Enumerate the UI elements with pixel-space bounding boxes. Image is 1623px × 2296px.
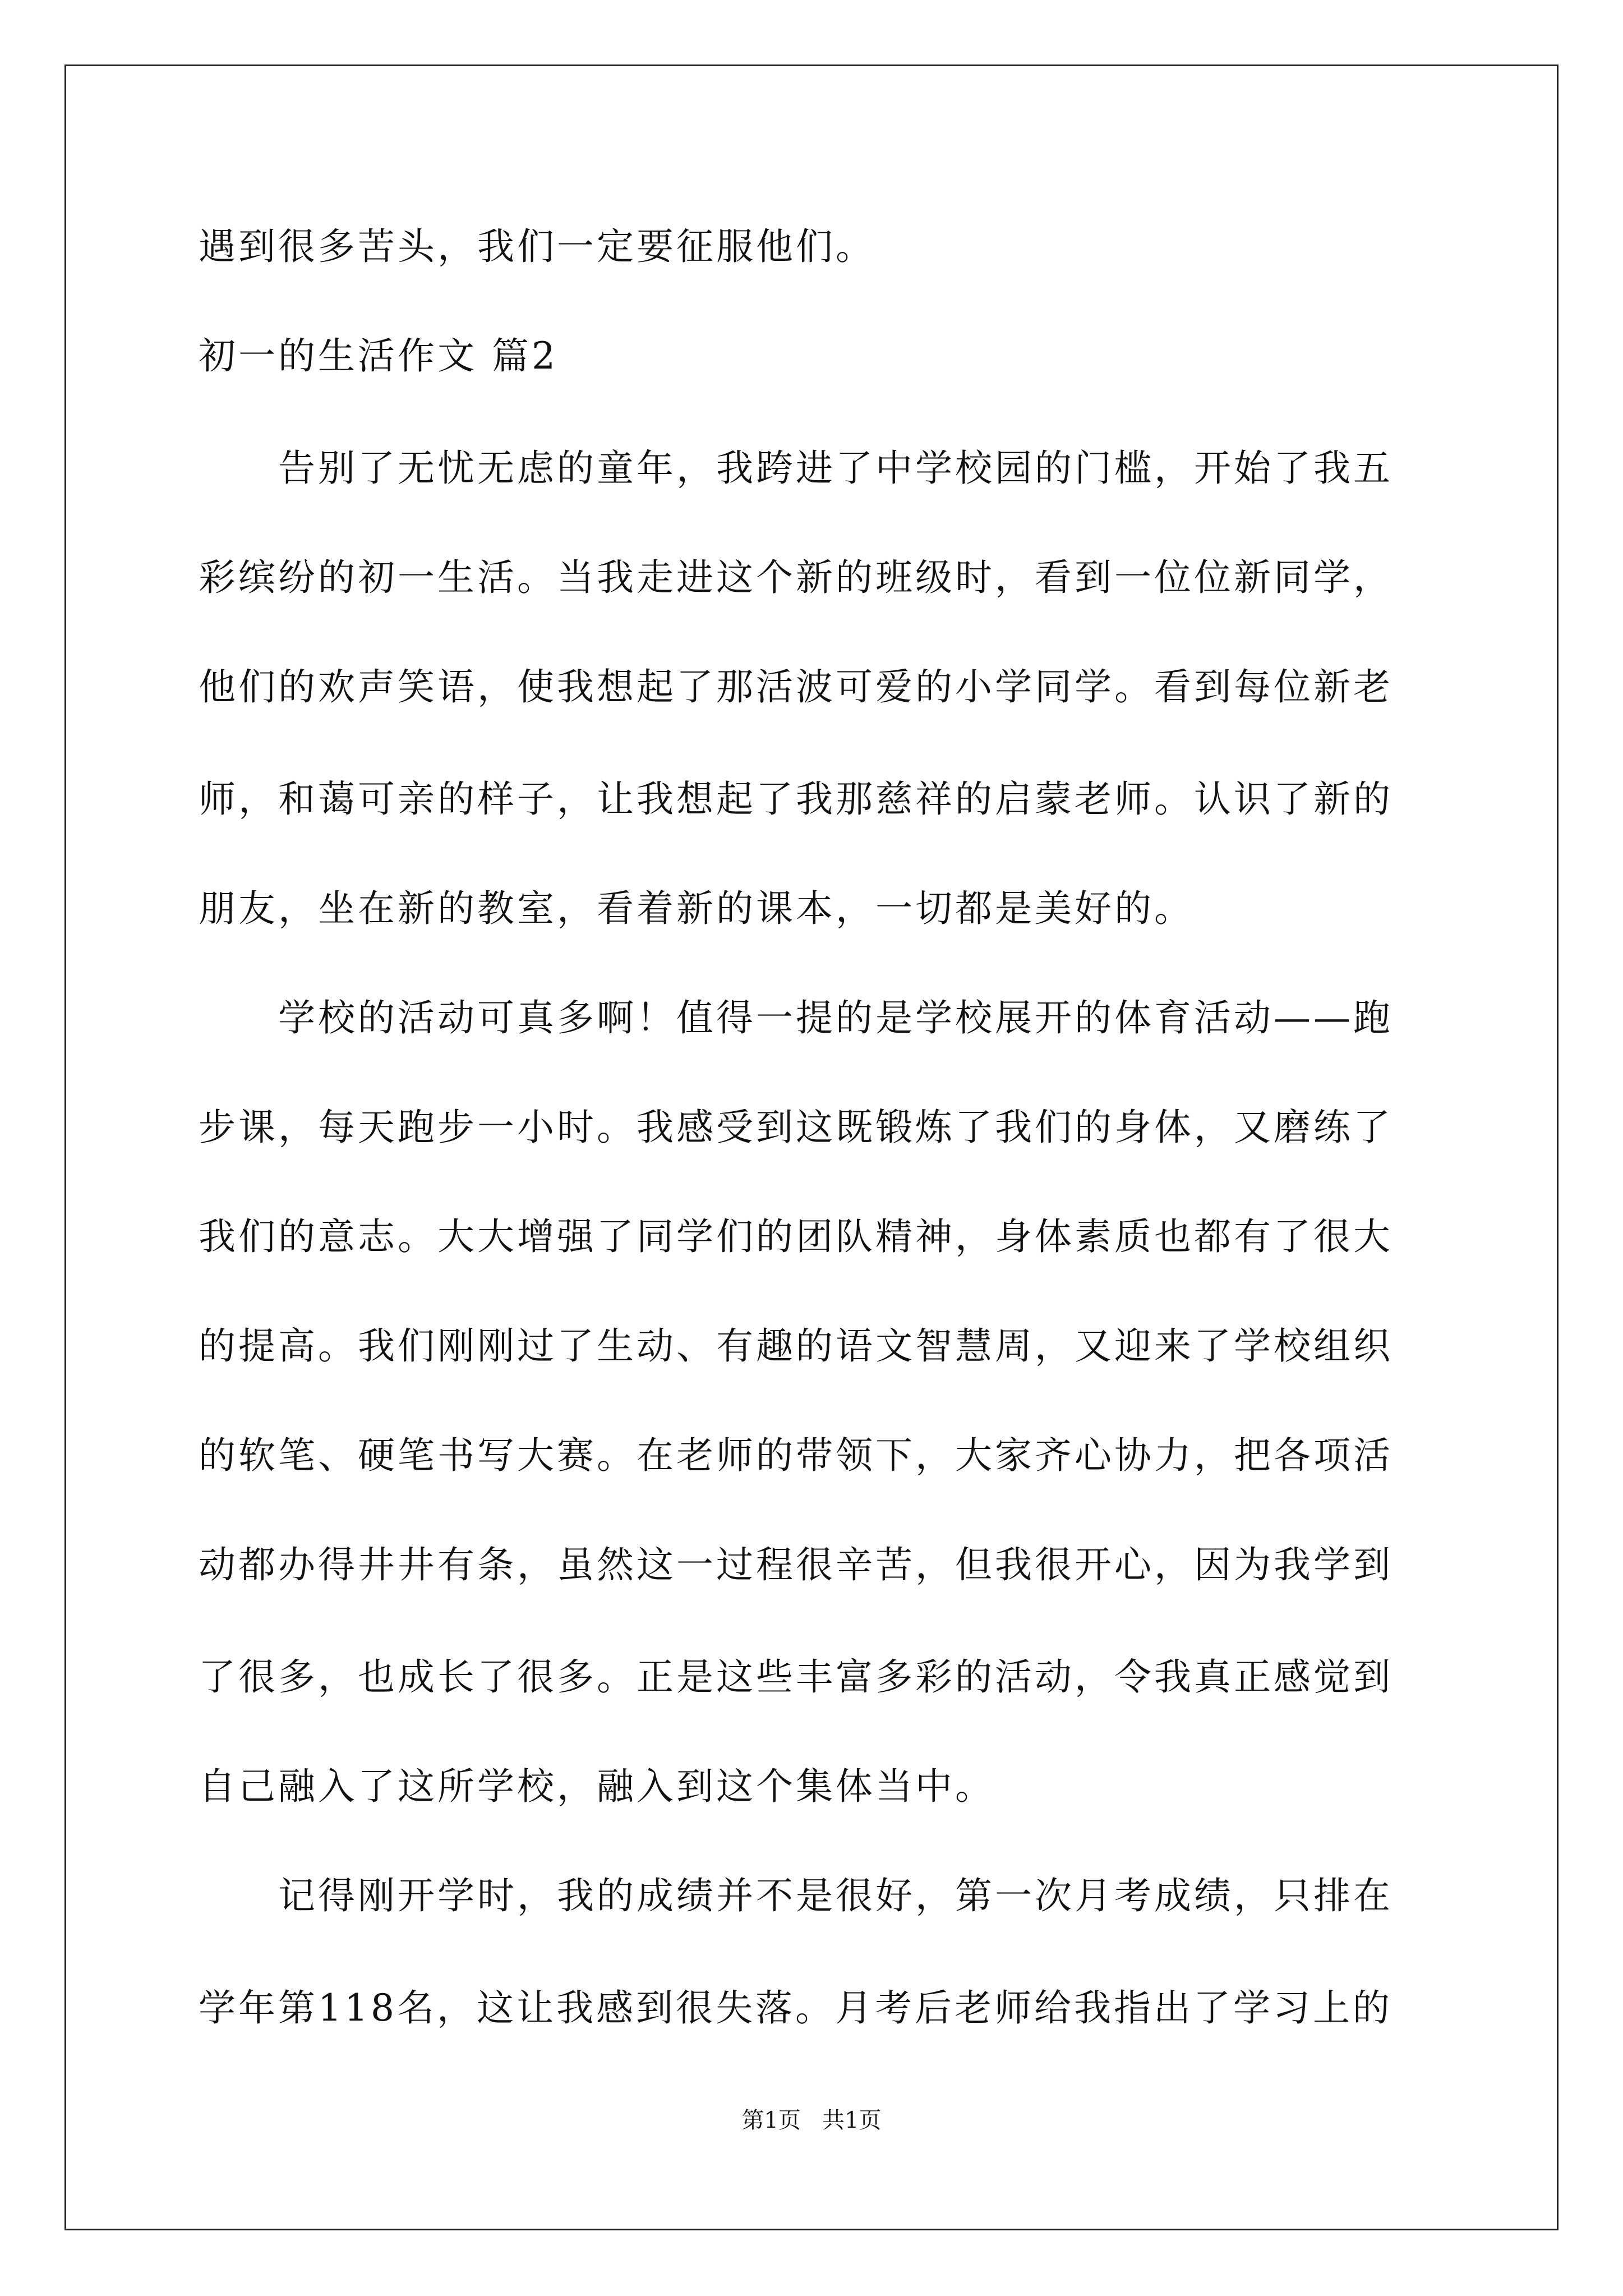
text-line: 学年第118名，这让我感到很失落。月考后老师给我指出了学习上的 [199, 1986, 1393, 2030]
text-line: 自己融入了这所学校，融入到这个集体当中。 [199, 1765, 995, 1808]
text-line: 的软笔、硬笔书写大赛。在老师的带领下，大家齐心协力，把各项活 [199, 1434, 1393, 1477]
text-line: 他们的欢声笑语，使我想起了那活波可爱的小学同学。看到每位新老 [199, 665, 1393, 708]
text-line: 学校的活动可真多啊！值得一提的是学校展开的体育活动——跑 [199, 996, 1393, 1039]
text-line: 记得刚开学时，我的成绩并不是很好，第一次月考成绩，只排在 [199, 1874, 1393, 1917]
page-number-footer: 第1页 共1页 [741, 2108, 882, 2133]
text-line: 了很多，也成长了很多。正是这些丰富多彩的活动，令我真正感觉到 [199, 1655, 1393, 1699]
text-line: 动都办得井井有条，虽然这一过程很辛苦，但我很开心，因为我学到 [199, 1543, 1393, 1586]
text-line: 告别了无忧无虑的童年，我跨进了中学校园的门槛，开始了我五 [199, 447, 1393, 490]
text-line: 我们的意志。大大增强了同学们的团队精神，身体素质也都有了很大 [199, 1215, 1393, 1258]
text-line: 步课，每天跑步一小时。我感受到这既锻炼了我们的身体，又磨练了 [199, 1106, 1393, 1149]
text-line: 朋友，坐在新的教室，看着新的课本，一切都是美好的。 [199, 887, 1194, 930]
text-line: 师，和蔼可亲的样子，让我想起了我那慈祥的启蒙老师。认识了新的 [199, 777, 1393, 821]
text-line: 遇到很多苦头，我们一定要征服他们。 [199, 225, 875, 268]
section-heading: 初一的生活作文 篇2 [199, 334, 558, 378]
text-line: 的提高。我们刚刚过了生动、有趣的语文智慧周，又迎来了学校组织 [199, 1324, 1393, 1368]
text-line: 彩缤纷的初一生活。当我走进这个新的班级时，看到一位位新同学， [199, 556, 1393, 599]
